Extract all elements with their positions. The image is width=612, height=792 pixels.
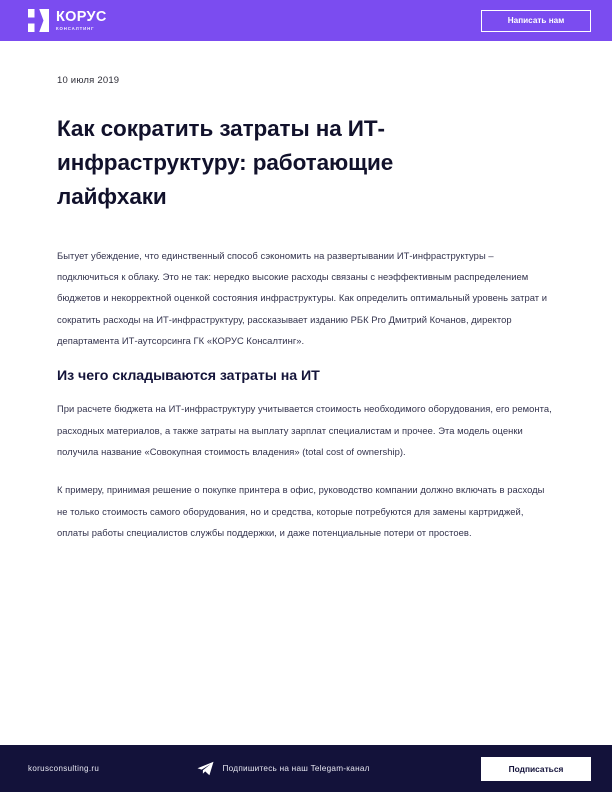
article-intro-paragraph: Бытует убеждение, что единственный способ сэкономить на развертывании ИТ-инфраструктуры – подключиться к облаку. Это не так: нередко высокие расходы связаны с неэффективным распределением бюджетов и некорректной оценкой состояния инфраструктуры. Как определить оптимальный уровень затрат и сократить расходы на ИТ-инфраструктуру, рассказывает изданию РБК Pro Дмитрий Кочанов, директор департамента ИТ-аутсорсинга ГК «КОРУС Консалтинг». (57, 249, 548, 346)
brand-subtitle: КОНСАЛТИНГ (56, 25, 95, 31)
contact-us-button[interactable]: Написать нам (481, 10, 591, 32)
footer-telegram-promo (99, 761, 467, 776)
footer-telegram-note: Подпишитесь на наш Telegam-канал (222, 764, 370, 773)
article-body (0, 41, 612, 745)
site-footer (0, 745, 612, 792)
site-header (0, 0, 612, 41)
korus-block-mark-icon (28, 9, 49, 32)
article-paragraph-2: К примеру, принимая решение о покупке принтера в офис, руководство компании должно включать в расходы не только стоимость самого оборудования, но и средства, которые потребуются для замены картриджей, оплаты работы специалистов службы поддержки, и даже потенциальные потери от простоев. (57, 484, 545, 538)
brand-logo[interactable] (28, 9, 107, 32)
article-paragraph-1: При расчете бюджета на ИТ-инфраструктуру учитывается стоимость необходимого оборудования, его ремонта, расходных материалов, а также затраты на выплату зарплат специалистам и прочее. Эта модель оценки получила название «Совокупная стоимость владения» (total cost of ownership). (57, 403, 552, 457)
page-title: Как сократить затраты на ИТ-инфраструктуру: работающие лайфхаки (57, 116, 394, 210)
publication-date: 10 июля 2019 (57, 75, 120, 86)
brand-name: КОРУС (56, 8, 107, 25)
brand-text (56, 10, 107, 31)
footer-website-link[interactable]: korusconsulting.ru (28, 764, 100, 773)
subscribe-button[interactable]: Подписаться (481, 757, 591, 781)
section-heading: Из чего складываются затраты на ИТ (57, 368, 320, 385)
telegram-paper-plane-icon (197, 761, 214, 776)
